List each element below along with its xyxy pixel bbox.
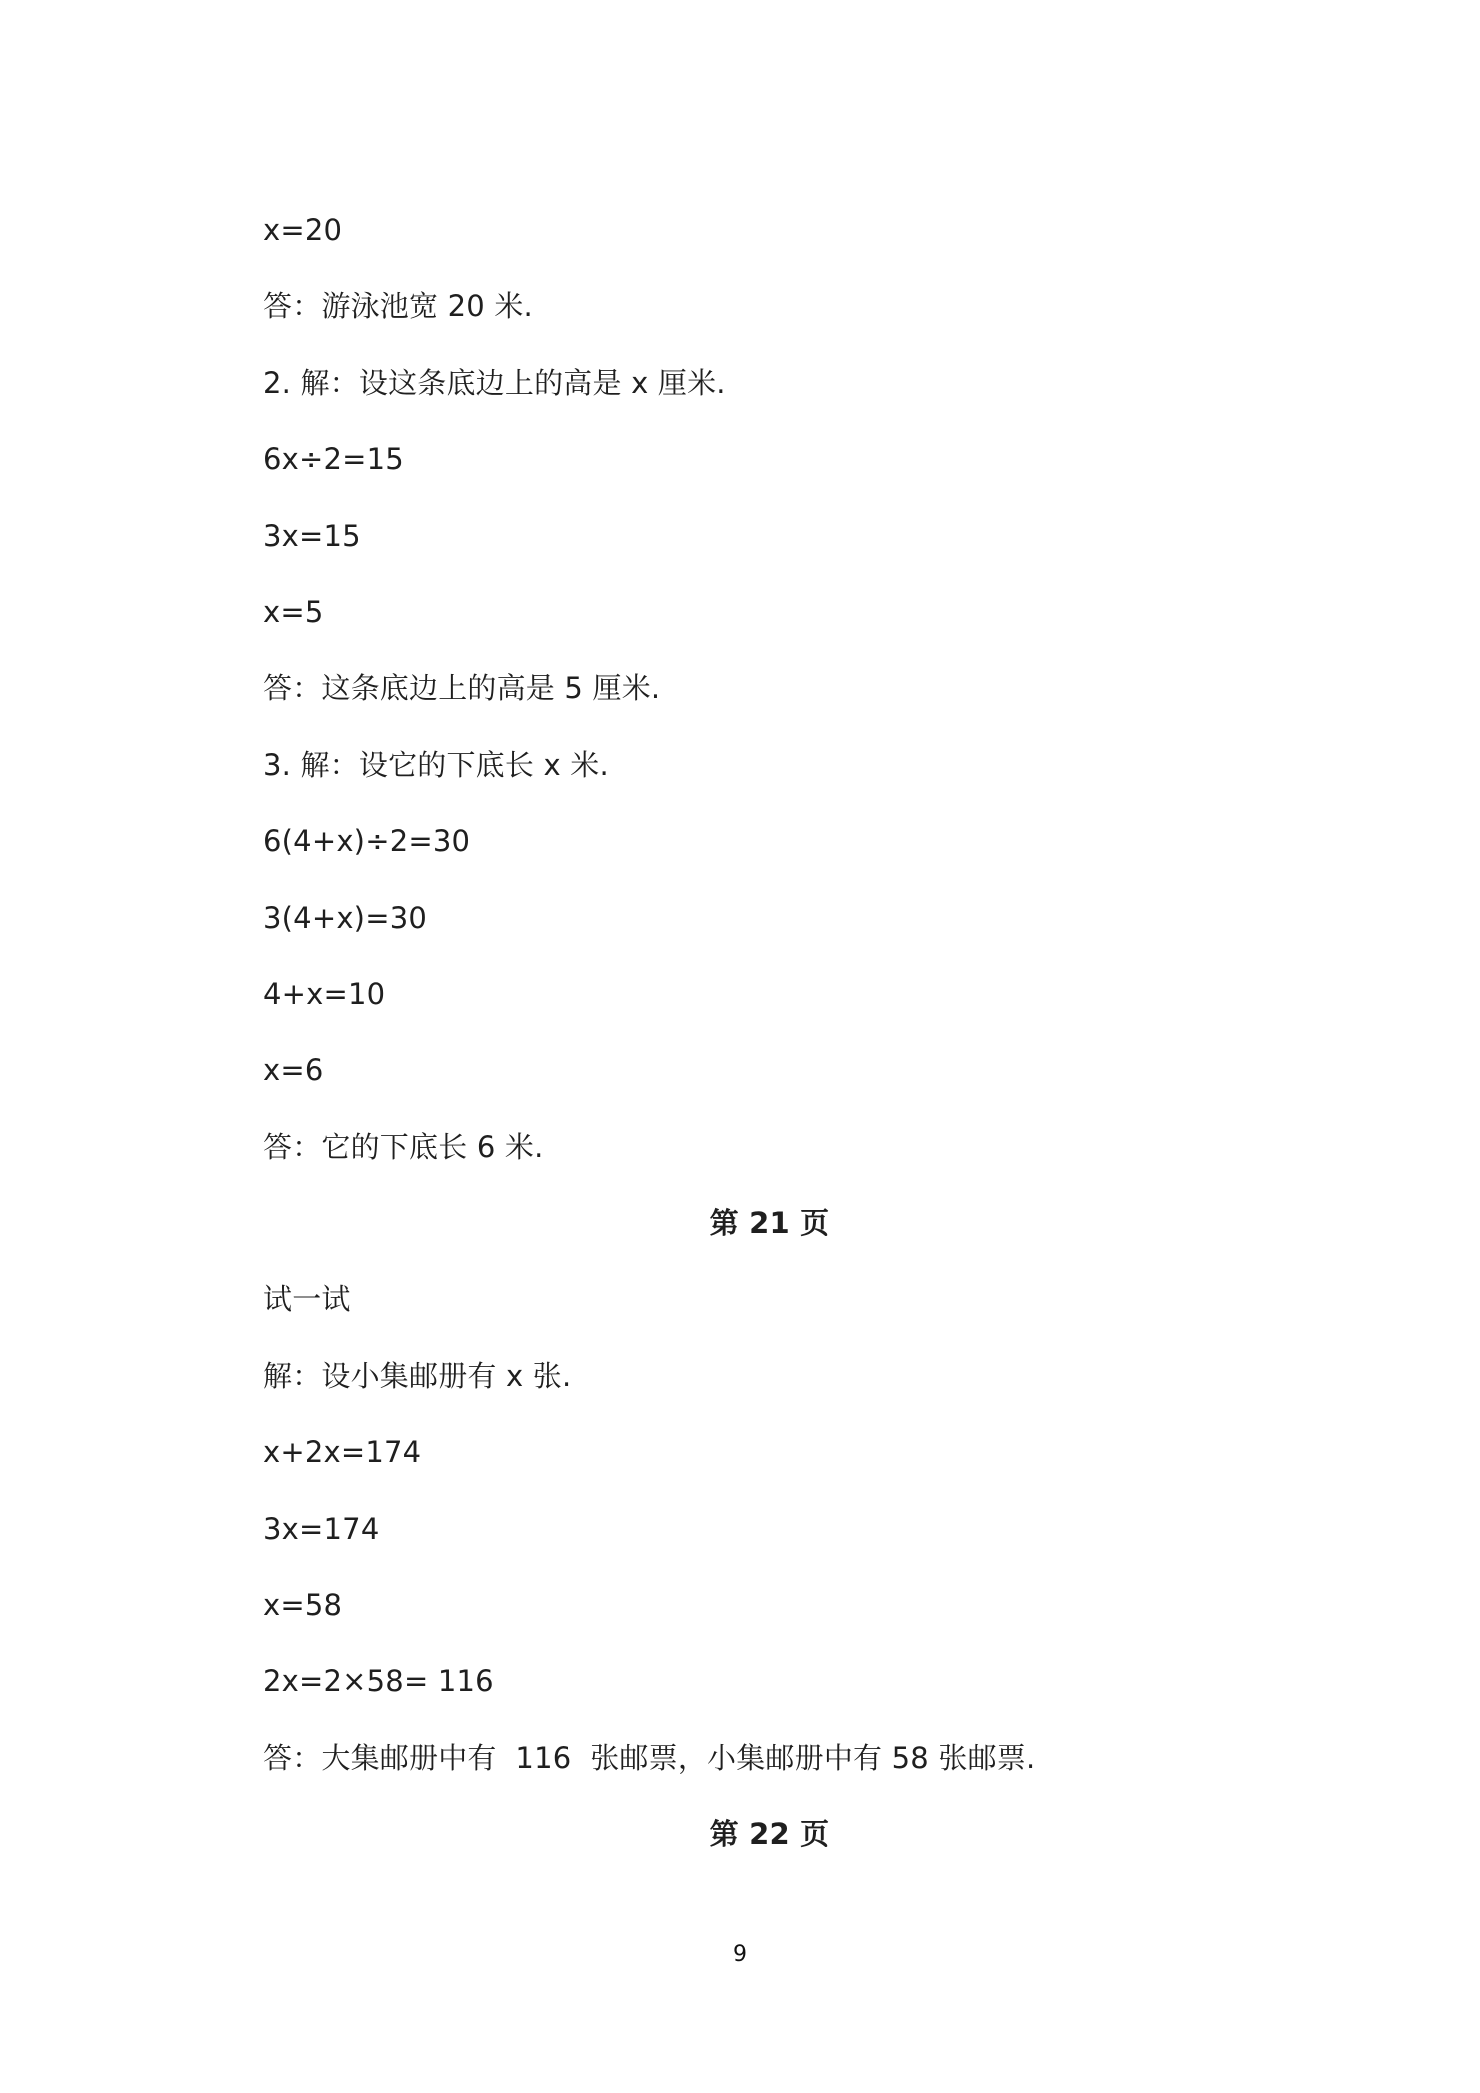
subsection-title: 试一试 xyxy=(263,1282,351,1317)
solution-setup-line: 解：设小集邮册有 x 张. xyxy=(263,1358,572,1393)
equation-line: 6x÷2=15 xyxy=(263,442,404,477)
section-heading: 第 21 页 xyxy=(709,1206,830,1241)
equation-line: 4+x=10 xyxy=(263,976,386,1011)
equation-line: 3x=174 xyxy=(263,1511,380,1546)
equation-line: x=5 xyxy=(263,594,324,629)
solution-setup-line: 2. 解：设这条底边上的高是 x 厘米. xyxy=(263,365,726,400)
equation-line: 6(4+x)÷2=30 xyxy=(263,824,471,859)
answer-line: 答：游泳池宽 20 米. xyxy=(263,289,533,324)
equation-line: x=58 xyxy=(263,1588,343,1623)
solution-setup-line: 3. 解：设它的下底长 x 米. xyxy=(263,747,609,782)
equation-line: 3(4+x)=30 xyxy=(263,900,427,935)
answer-line: 答：大集邮册中有 116 张邮票，小集邮册中有 58 张邮票. xyxy=(263,1740,1036,1775)
answer-line: 答：这条底边上的高是 5 厘米. xyxy=(263,671,661,706)
equation-line: 3x=15 xyxy=(263,518,361,553)
section-heading: 第 22 页 xyxy=(709,1817,830,1852)
equation-line: x=6 xyxy=(263,1053,324,1088)
page-number: 9 xyxy=(733,1942,747,1967)
equation-line: x=20 xyxy=(263,213,343,247)
equation-line: 2x=2×58= 116 xyxy=(263,1664,494,1699)
equation-line: x+2x=174 xyxy=(263,1435,422,1470)
document-content xyxy=(263,202,1263,1883)
answer-line: 答：它的下底长 6 米. xyxy=(263,1129,544,1164)
